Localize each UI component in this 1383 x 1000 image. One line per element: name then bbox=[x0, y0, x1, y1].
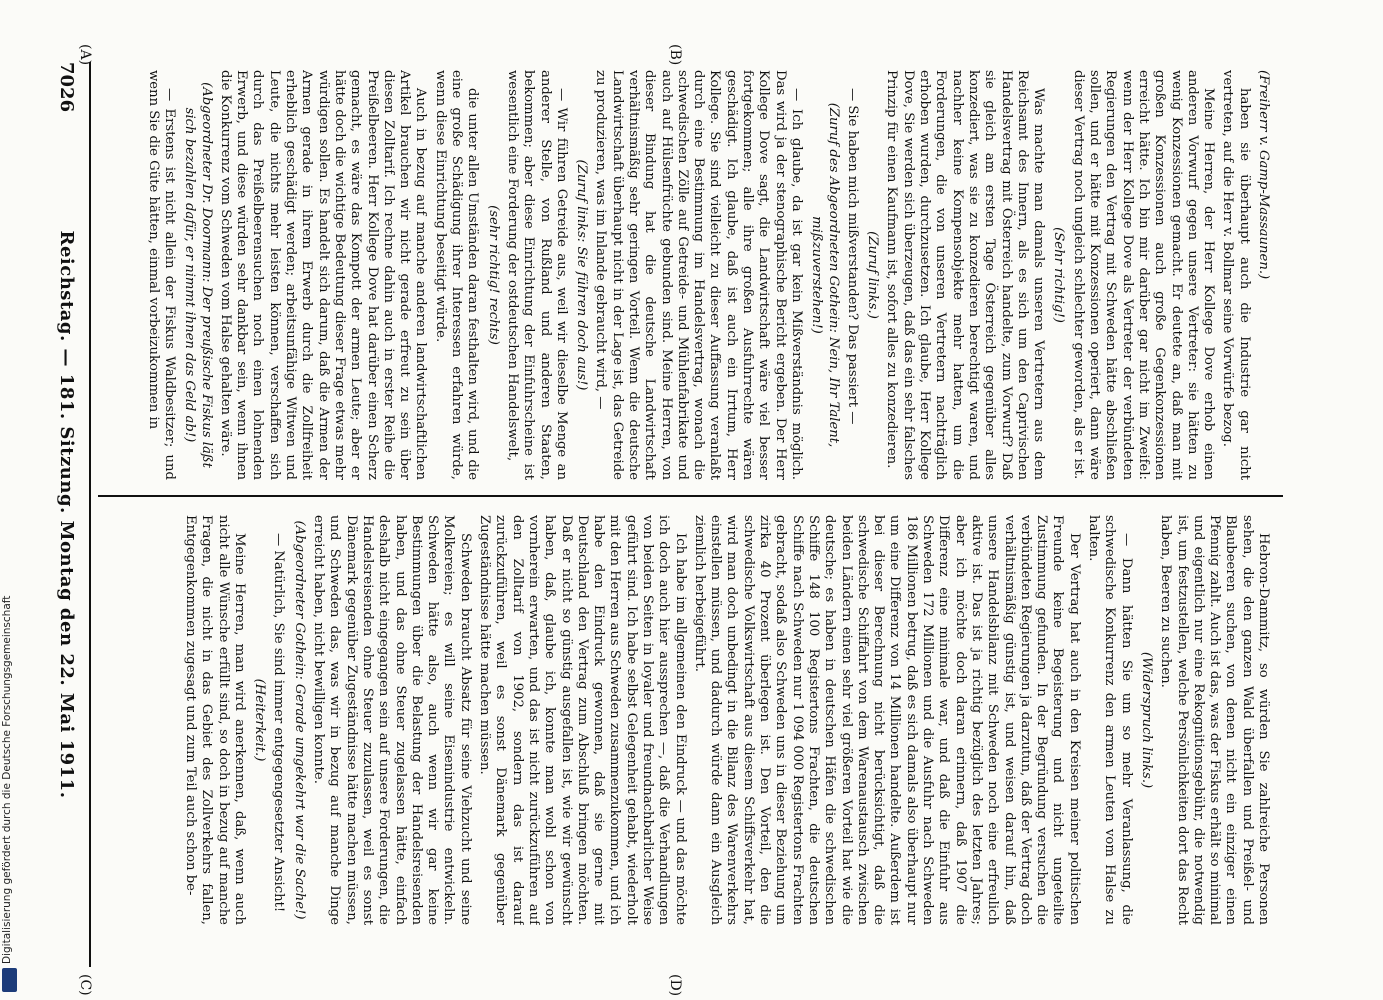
margin-mark-a: (A) bbox=[77, 44, 93, 66]
paragraph: die unter allen Umständen daran festhalten wird, und die eine große Schädigung ihrer Interessen erfahren würde, wenn diese Einrichtung beseitigt würde. bbox=[432, 70, 481, 480]
interjection: (Zuruf des Abgeordneten Gothein: Nein, Ihr Talent, mißzuverstehen!) bbox=[809, 102, 841, 448]
right-column bbox=[99, 515, 1271, 925]
paragraph: Meine Herren, der Herr Kollege Dove erhob einen anderen Vorwurf gegen unsere Vertreter: sie hätten zu wenig Konzessionen gemacht. Er deutete an, daß man mit großen Konzessionen auch große Gegenkonzessionen erreicht hätte. Ich bin mir darüber gar nicht im Zweifel: wenn der Herr Kollege Dove als Vertreter der verbündeten Regierungen den Vertrag mit Schweden hätte abschließen sollen, und er hätte mit Konzessionen operiert, dann wäre dieser Vertrag noch ungleich schlechter geworden, als er ist. bbox=[1070, 70, 1217, 480]
left-column bbox=[99, 70, 1271, 480]
speaker-label: (Freiherr v. Gamp-Massaunen.) bbox=[1256, 70, 1271, 280]
interjection: (Abgeordneter Gothein: Gerade umgekehrt war die Sache!) bbox=[291, 520, 307, 920]
interjection: (Abgeordneter Dr. Doormann: Der preußische Fiskus läßt sich bezahlen dafür, er nimmt ihnen das Geld ab!) bbox=[182, 82, 214, 468]
paragraph: — Wir führen Getreide aus, weil wir dieselbe Menge an anderer Stelle, von Rußland und anderen Staaten, bekommen; aber diese Einrichtung der Einfuhrscheine ist wesentlich eine Forderung der ostdeutschen Handelswelt, bbox=[504, 70, 569, 480]
interjection: (Heiterkeit.) bbox=[252, 678, 268, 762]
margin-mark-c: (C) bbox=[77, 974, 93, 996]
digitization-note bbox=[1, 6, 21, 994]
paragraph: Hebron-Dammitz, so würden Sie zahlreiche Personen sehen, die den ganzen Wald überfallen und Preißel- und Blaubeeren suchen, von denen nicht ein einziger einen Pfennig zahlt. Auch ist das, was der Fiskus erhält so minimal und eigentlich nur eine Rekognitionsgebühr, die notwendig ist, um festzustellen, welche Persönlichkeiten dort das Recht haben, Beeren zu suchen. bbox=[1158, 515, 1271, 925]
interjection: (Zuruf links.) bbox=[865, 231, 881, 319]
paragraph: Auch in bezug auf manche anderen landwirtschaftlichen Artikel brauchen wir nicht gerade erfreut zu sein über diesen Zolltarif. Ich rechne dahin auch in erster Reihe die Preißelbeeren. Herr Kollege Dove hat darüber einen Scherz gemacht, es wäre das Kompott der armen Leute; aber er hätte doch die wichtige Bedeutung dieser Frage etwas mehr würdigen sollen. Es handelt sich darum, daß die Armen der Armen gerade in ihrem Erwerb durch die Zollfreiheit erheblich geschädigt werden; arbeitsunfähige Witwen und Leute, die nichts mehr leisten können, verschaffen sich durch das Preißelbeerensuchen noch einen lohnenden Erwerb, und diese würden sehr dankbar sein, wenn ihnen die Konkurrenz vom Schweden vom Halse gehalten wäre. bbox=[217, 70, 429, 480]
paragraph: Ich habe im allgemeinen den Eindruck — und das möchte ich doch auch hier aussprechen —, daß die Verhandlungen von beiden Seiten in loyaler und freundnachbarlicher Weise geführt sind. Ich habe selbst Gelegenheit gehabt, wiederholt mit den Herren aus Schweden zusammenzukommen, und ich habe den Eindruck gewonnen, daß sie gerne mit Deutschland den Vertrag zum Abschluß bringen möchten. Daß er nicht so günstig ausgefallen ist, wie wir gewünscht haben, daß, glaube ich, konnte man wohl schon von vornherein erwarten, und das ist nicht zurückzuführen auf den Zolltarif von 1902, sondern das ist darauf zurückzuführen, weil es sonst Dänemark gegenüber Zugeständnisse hätte machen müssen. bbox=[477, 515, 688, 925]
paragraph: haben sie überhaupt auch die Industrie gar nicht vertreten, auf die Herr v. Bollmar seine Vorwürfe bezog. bbox=[1220, 70, 1252, 480]
paragraph: Schweden braucht Absatz für seine Viehzucht und seine Molkereien; es will seine Eisenindustrie entwickeln. Schweden hätte also, auch wenn wir gar keine Bestimmungen über die Belastung der Handelsreisenden haben, und das ohne Steuer zugelassen hätte, einfach deshalb nicht eingegangen sein auf unsere Forderungen, die Handelsreisenden ohne Steuer zuzulassen, weil es sonst Dänemark gegenüber Zugeständnisse hätte machen müssen, und Schweden das, was wir in bezug auf manche Dinge erreicht haben, nicht bewilligen konnte. bbox=[311, 515, 473, 925]
paragraph: — Sie haben mich mißverstanden? Das passiert — bbox=[844, 88, 860, 425]
dfg-logo-icon bbox=[2, 968, 17, 992]
running-header bbox=[47, 62, 83, 967]
paragraph: Was machte man damals unseren Vertretern aus dem Reichsamt des Innern, als es sich um den Caprivischen Handelsvertrag mit Österreich handelte, zum Vorwurf? Daß sie gleich am ersten Tage Österreich gegenüber alles konzediert, was sie zu konzedieren berechtigt waren, und nachher keine Kompensobjekte mehr hatten, um die Forderungen, die von unseren Vertretern nachträglich erhoben wurden, durchzusetzen. Ich glaube, Herr Kollege Dove, Sie werden sich überzeugen, daß das ein sehr falsches Prinzip für einen Kaufmann ist, sofort alles zu konzedieren. bbox=[884, 70, 1047, 480]
header-title: Reichstag. — 181. Sitzung. Montag den 22. Mai 1911. bbox=[56, 230, 77, 799]
interjection: (sehr richtig! rechts) bbox=[485, 205, 501, 345]
interjection: (Widerspruch links.) bbox=[1138, 651, 1154, 789]
digitization-text: Digitalisierung gefördert durch die Deutsche Forschungsgemeinschaft bbox=[1, 595, 13, 964]
margin-mark-d: (D) bbox=[667, 974, 683, 997]
paragraph: — Dann hätten Sie um so mehr Veranlassung, die schwedische Konkurrenz den armen Leuten vom Halse zu halten. bbox=[1086, 515, 1134, 925]
header-rule bbox=[89, 62, 91, 967]
interjection: (Zuruf links: Sie führen doch aus!) bbox=[574, 159, 590, 391]
paragraph: — Erstens ist nicht allein der Fiskus Waldbesitzer; und wenn Sie die Güte hätten, einmal vorbeizukommen in bbox=[145, 70, 177, 480]
column-rule bbox=[98, 495, 1283, 497]
paragraph: — Ich glaube, da ist gar kein Mißverständnis möglich. Das wird ja der stenographische Bericht ergeben. Der Herr Kollege Dove sagt, die Landwirtschaft wäre viel besser fortgekommen; alle ihre großen Ausfuhrrechte wären geschädigt. Ich glaube, daß ist auch ein Irrtum, Herr Kollege. Sie sind vielleicht zu dieser Auffassung veranlaßt durch eine Bestimmung im Handelsvertrag, wonach die schwedischen Zölle auf Getreide- und Mühlenfabrikate und auch auf Hülsenfrüchte gebunden sind. Meine Herren, von dieser Bindung hat die deutsche Landwirtschaft verhältnismäßig sehr geringen Vorteil. Wenn die deutsche Landwirtschaft überhaupt nicht in der Lage ist, das Getreide zu produzieren, was im Inlande gebraucht wird, — bbox=[593, 70, 804, 480]
paragraph: — Natürlich, Sie sind immer entgegengesetzter Ansicht! bbox=[271, 533, 287, 913]
interjection: (Sehr richtig!) bbox=[1051, 227, 1067, 323]
paragraph: Meine Herren, man wird anerkennen, daß, wenn auch nicht alle Wünsche erfüllt sind, so doch in bezug auf manche Fragen, die nicht in das Gebiet des Zollverkehrs fallen, Entgegenkommen zugesagt und zum Teil auch schon be- bbox=[183, 515, 247, 925]
margin-mark-b: (B) bbox=[667, 44, 683, 66]
paragraph: Der Vertrag hat auch in den Kreisen meiner politischen Freunde keine Begeisterung und nicht ungeteilte Zustimmung gefunden. In der Begründung versuchen die verbündeten Regierungen ja darzutun, daß der Vertrag doch verhältnismäßig günstig ist, und weisen darauf hin, daß unsere Handelsbilanz mit Schweden noch eine erfreulich aktive ist. Das ist ja richtig bezüglich des letzten Jahres; aber ich möchte doch daran erinnern, daß 1907 die Differenz eine minimale war, und daß die Einfuhr aus Schweden 172 Millionen und die Ausfuhr nach Schweden 186 Millionen betrug, daß es sich damals also überhaupt nur um eine Differenz von 14 Millionen handelte. Außerdem ist bei dieser Berechnung nicht berücksichtigt, daß die schwedische Schiffahrt von dem Warenaustausch zwischen beiden Ländern einen sehr viel größeren Vorteil hat wie die deutsche; es haben in deutschen Häfen die schwedischen Schiffe 148 100 Registertons Frachten, die deutschen Schiffe nach Schweden nur 1 094 000 Registertons Frachten gebracht, sodaß also Schweden uns in dieser Beziehung um zirka 40 Prozent überlegen ist. Den Vorteil, den die schwedische Volkswirtschaft aus diesem Schiffsverkehr hat, wird man doch unbedingt in die Bilanz des Warenverkehrs einstellen müssen, und dadurch würde dann ein Ausgleich ziemlich herbeigeführt. bbox=[691, 515, 1082, 925]
page-number: 7026 bbox=[56, 62, 77, 113]
